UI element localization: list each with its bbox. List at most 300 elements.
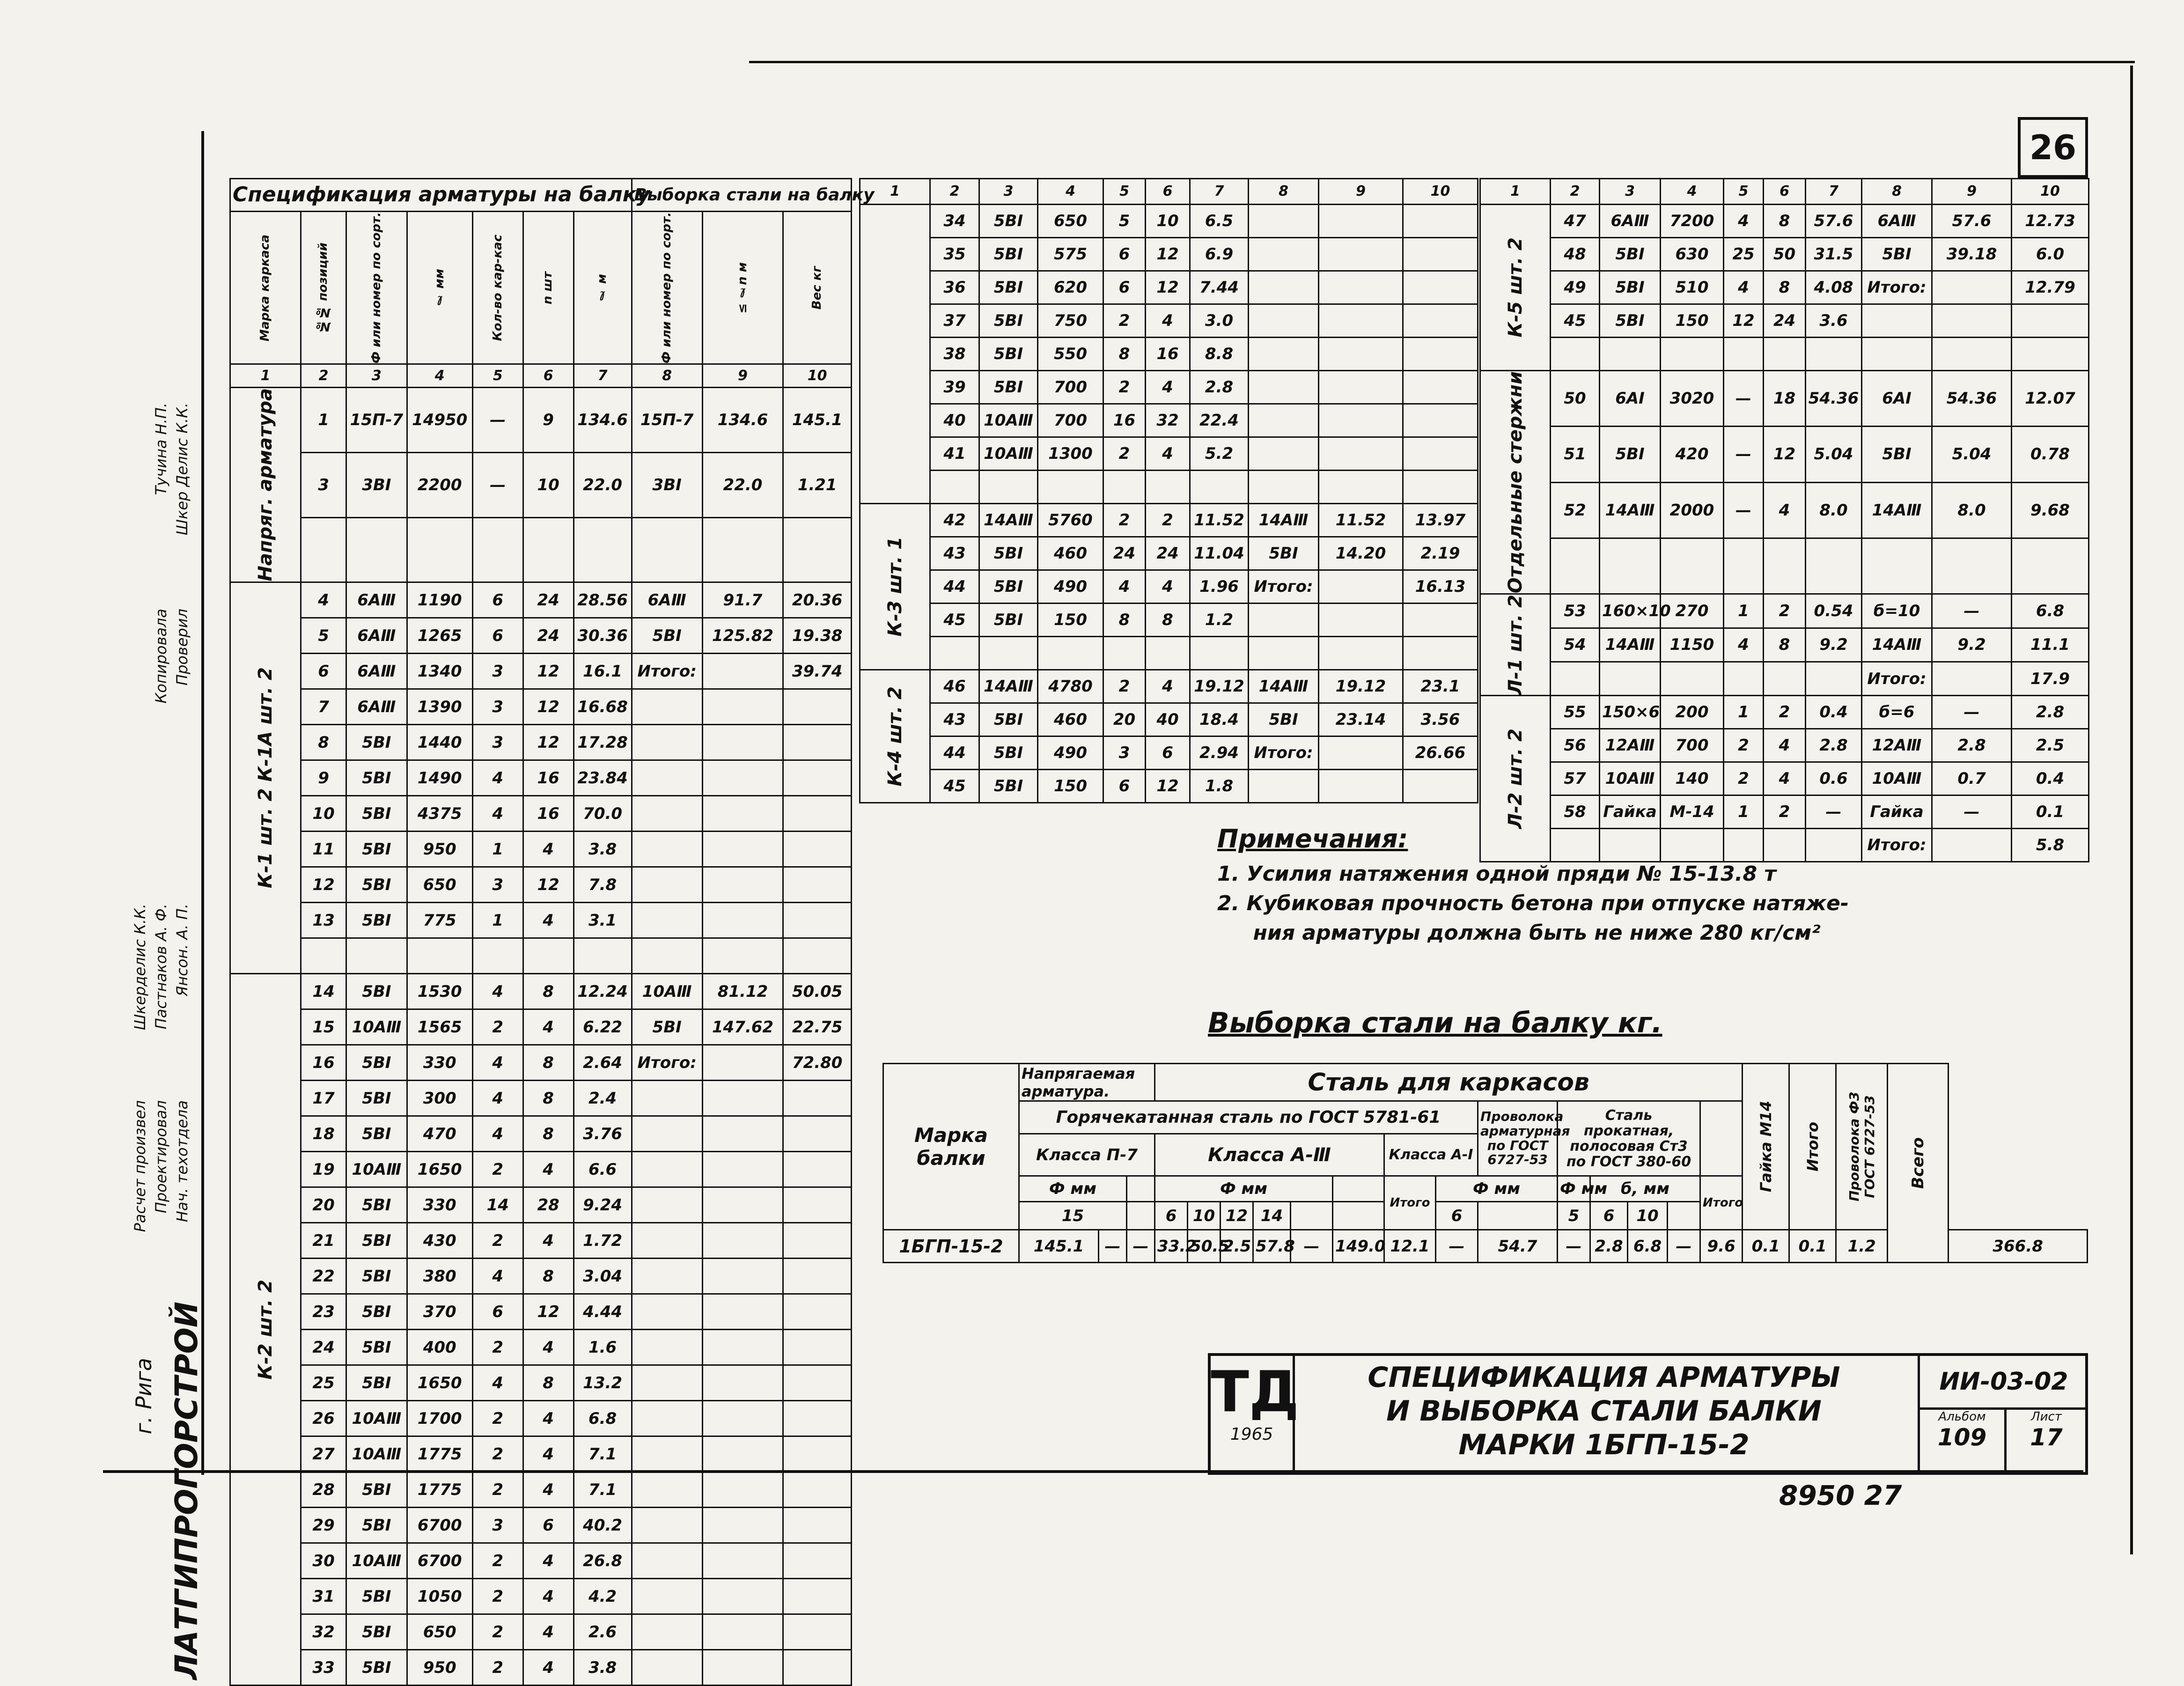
table-cell: 1340 (407, 654, 472, 689)
table-cell (702, 1650, 783, 1686)
table-cell: 5BI (346, 1116, 407, 1152)
table-cell (783, 1116, 852, 1152)
table-cell (1932, 271, 2012, 304)
group-cell (230, 388, 301, 582)
table-cell (1403, 604, 1478, 637)
sel-cell: 149.0 (1333, 1230, 1384, 1263)
table-cell: 630 (1661, 238, 1724, 271)
table-cell: 5760 (1038, 504, 1103, 537)
table-cell: 147.62 (702, 1009, 783, 1045)
table-row (860, 537, 1478, 570)
table-cell: 11.1 (2012, 628, 2089, 662)
table-cell: 5BI (346, 1330, 407, 1365)
table-cell: 24 (1103, 537, 1146, 570)
table-cell: 2 (472, 1543, 523, 1579)
table-cell (1862, 304, 1932, 338)
table-cell (632, 1187, 702, 1223)
table-cell: 70.0 (574, 796, 632, 832)
table-cell: 6AI (1600, 371, 1661, 427)
table-cell: 16.68 (574, 689, 632, 725)
table-row (1480, 729, 2089, 762)
table-cell: 5BI (979, 570, 1038, 604)
table-cell (783, 1508, 852, 1543)
table-cell: 1565 (407, 1009, 472, 1045)
table-cell (702, 1508, 783, 1543)
table-cell (632, 1116, 702, 1152)
table-cell: 4 (523, 1223, 574, 1259)
spec-header-7 (574, 212, 632, 364)
table-cell: — (1806, 795, 1862, 829)
table-cell: 5BI (1600, 427, 1661, 482)
table-cell: 6AⅢ (1600, 205, 1661, 238)
table-cell (632, 1223, 702, 1259)
sel-fmm-3: Ф мм (1436, 1176, 1558, 1202)
notes-title: Примечания: (1217, 824, 1408, 854)
table-cell: 54.36 (1806, 371, 1862, 427)
table-cell (783, 689, 852, 725)
table-cell: 39.74 (783, 654, 852, 689)
table-cell (632, 1543, 702, 1579)
table-row (230, 1187, 852, 1223)
table-cell: — (472, 453, 523, 518)
table-cell (702, 1116, 783, 1152)
table-row (230, 1081, 852, 1116)
table-cell: 380 (407, 1259, 472, 1294)
vyb-title: Выборка стали на балку (632, 179, 851, 212)
table-cell: 24 (1764, 304, 1806, 338)
table-cell: 18.4 (1190, 703, 1249, 736)
table-cell: 8 (523, 1045, 574, 1081)
right-col-num: 10 (2012, 179, 2089, 205)
table-cell (407, 517, 472, 582)
table-cell: 4 (1146, 371, 1190, 404)
table-cell: 34 (930, 205, 979, 238)
spec-header-10 (783, 212, 852, 364)
table-row (860, 404, 1478, 437)
group-label: К-3 шт. 1 (884, 537, 906, 637)
table-cell: 4 (472, 1081, 523, 1116)
table-cell: 6 (301, 654, 346, 689)
table-cell: 700 (1038, 404, 1103, 437)
table-row (860, 304, 1478, 338)
table-cell: 4 (1724, 205, 1764, 238)
table-cell: 57.6 (1806, 205, 1862, 238)
table-cell: 22.75 (783, 1009, 852, 1045)
table-cell (1249, 338, 1319, 371)
table-cell: 5BI (979, 271, 1038, 304)
table-cell: 2 (472, 1009, 523, 1045)
table-cell (783, 1650, 852, 1686)
table-cell: 50 (1551, 371, 1600, 427)
table-cell: 9.68 (2012, 482, 2089, 538)
table-cell (783, 1223, 852, 1259)
table-cell: 950 (407, 1650, 472, 1686)
org-city: г. Рига (131, 1358, 156, 1435)
table-cell (702, 903, 783, 938)
table-cell (702, 1223, 783, 1259)
top-border-line (749, 61, 2135, 63)
table-cell: б=10 (1862, 594, 1932, 628)
table-cell: 16 (1146, 338, 1190, 371)
table-cell: 10AⅢ (346, 1543, 407, 1579)
table-row (230, 1365, 852, 1401)
group-cell (860, 670, 930, 803)
sel-cell: — (1436, 1230, 1478, 1263)
table-cell: 3BI (346, 453, 407, 518)
table-cell (702, 1045, 783, 1081)
role-3: Расчет произвел (131, 1100, 149, 1232)
left-col-num: 7 (574, 364, 632, 388)
table-cell: 2 (1764, 795, 1806, 829)
table-cell: 6 (1103, 271, 1146, 304)
table-cell (783, 725, 852, 760)
table-cell (632, 1330, 702, 1365)
table-cell (702, 1187, 783, 1223)
role-2: Проектировал (152, 1100, 170, 1214)
table-row (1480, 662, 2089, 695)
sel-cell: — (1291, 1230, 1333, 1263)
table-cell: 12.24 (574, 974, 632, 1009)
table-cell: 6AⅢ (346, 582, 407, 618)
table-cell: 8 (523, 974, 574, 1009)
table-cell: 5BI (1600, 304, 1661, 338)
sel-h-gor: Горячекатанная сталь по ГОСТ 5781-61 (1019, 1101, 1478, 1134)
table-cell: 42 (930, 504, 979, 537)
name-3: Шкерделис К.К. (131, 904, 149, 1031)
table-cell: 3020 (1661, 371, 1724, 427)
table-cell: 775 (407, 903, 472, 938)
table-cell (930, 471, 979, 504)
table-cell: 1530 (407, 974, 472, 1009)
table-cell: 40 (1146, 703, 1190, 736)
table-cell (1403, 371, 1478, 404)
table-cell: 55 (1551, 696, 1600, 729)
spec-header-5 (472, 212, 523, 364)
table-cell: 650 (407, 867, 472, 903)
table-cell: 4 (523, 1614, 574, 1650)
table-row (860, 205, 1478, 238)
table-cell: 22.0 (702, 453, 783, 518)
table-cell: 8 (1764, 271, 1806, 304)
table-cell: Гайка (1862, 795, 1932, 829)
table-cell (783, 832, 852, 867)
table-cell: 4 (472, 796, 523, 832)
table-cell: 2.64 (574, 1045, 632, 1081)
sel-itogo-small-1: Итого (1384, 1176, 1436, 1230)
table-cell (574, 517, 632, 582)
table-cell: 10 (301, 796, 346, 832)
table-cell: 19.38 (783, 618, 852, 654)
table-row (860, 371, 1478, 404)
table-cell: 23.1 (1403, 670, 1478, 703)
group-label: Отдельные стержни (1504, 371, 1526, 594)
table-cell: 2 (1103, 437, 1146, 471)
table-cell (1249, 404, 1319, 437)
table-cell: 200 (1661, 696, 1724, 729)
table-cell: — (1932, 594, 2012, 628)
table-row (230, 1543, 852, 1579)
table-cell (702, 1294, 783, 1330)
table-cell: 490 (1038, 570, 1103, 604)
list: 17 (2030, 1424, 2063, 1451)
table-cell (1806, 662, 1862, 695)
table-cell: 22.0 (574, 453, 632, 518)
note-3: ния арматуры должна быть не ниже 280 кг/см² (1217, 921, 1821, 945)
table-cell: 39.18 (1932, 238, 2012, 271)
table-row (230, 1579, 852, 1614)
spec-header-9 (702, 212, 783, 364)
table-cell: 15П-7 (632, 388, 702, 453)
table-cell: 1.72 (574, 1223, 632, 1259)
table-row (1480, 304, 2089, 338)
table-cell: 10AⅢ (346, 1436, 407, 1472)
spec-table-left (229, 178, 875, 1686)
table-cell: 57.6 (1932, 205, 2012, 238)
table-cell: 1440 (407, 725, 472, 760)
logo: ТД (1211, 1360, 1299, 1425)
series: ИИ-03-02 (1920, 1356, 2088, 1410)
table-cell: 5BI (346, 1223, 407, 1259)
table-cell (783, 938, 852, 974)
table-row (230, 1045, 852, 1081)
table-cell (1190, 637, 1249, 670)
table-cell (1190, 471, 1249, 504)
table-cell (783, 1401, 852, 1436)
sel-cell: 9.6 (1700, 1230, 1743, 1263)
table-cell: 16 (1103, 404, 1146, 437)
table-cell (1249, 271, 1319, 304)
table-cell: 750 (1038, 304, 1103, 338)
sel-h-a1: Класса А-I (1384, 1134, 1478, 1176)
table-cell: 28 (301, 1472, 346, 1508)
table-cell: 5BI (979, 537, 1038, 570)
table-row (230, 974, 852, 1009)
table-cell: 550 (1038, 338, 1103, 371)
table-cell: 51 (1551, 427, 1600, 482)
table-cell: 12AⅢ (1600, 729, 1661, 762)
table-cell: 39 (930, 371, 979, 404)
table-cell: 54.36 (1932, 371, 2012, 427)
table-cell: 54 (1551, 628, 1600, 662)
table-cell: 17.9 (2012, 662, 2089, 695)
table-cell: 7 (301, 689, 346, 725)
table-cell: 11 (301, 832, 346, 867)
table-cell (632, 832, 702, 867)
table-cell: 8.8 (1190, 338, 1249, 371)
table-cell: 950 (407, 832, 472, 867)
table-cell: 150×6 (1600, 696, 1661, 729)
table-cell: 20 (1103, 703, 1146, 736)
table-cell: 5BI (346, 1365, 407, 1401)
table-cell: 1650 (407, 1365, 472, 1401)
table-cell: 58 (1551, 795, 1600, 829)
sel-cell: 12.1 (1384, 1230, 1436, 1263)
table-cell: 3 (472, 1508, 523, 1543)
spec-header-2 (301, 212, 346, 364)
table-cell: 1390 (407, 689, 472, 725)
table-cell: 400 (407, 1330, 472, 1365)
table-cell: 2 (1103, 304, 1146, 338)
table-cell: 18 (301, 1116, 346, 1152)
table-cell: 2.4 (574, 1081, 632, 1116)
mid-col-num: 4 (1038, 179, 1103, 205)
table-cell: 4 (1724, 628, 1764, 662)
table-cell: 30 (301, 1543, 346, 1579)
table-row (1480, 628, 2089, 662)
table-row (1480, 594, 2089, 628)
table-cell (1319, 271, 1403, 304)
table-cell: 2 (472, 1650, 523, 1686)
table-cell (1932, 829, 2012, 862)
table-cell: — (1724, 371, 1764, 427)
spec-header-4 (407, 212, 472, 364)
table-cell (783, 1259, 852, 1294)
table-cell (702, 832, 783, 867)
table-cell: 4 (1764, 482, 1806, 538)
table-cell (1103, 637, 1146, 670)
table-cell: 1 (472, 832, 523, 867)
table-row (860, 770, 1478, 803)
sel-cell: 6.8 (1628, 1230, 1668, 1263)
sel-h-itogo: Итого (1803, 1121, 1822, 1171)
table-row (230, 760, 852, 796)
table-cell: 23 (301, 1294, 346, 1330)
table-cell (1319, 770, 1403, 803)
table-cell: 510 (1661, 271, 1724, 304)
table-cell (1806, 338, 1862, 371)
table-cell: 0.4 (1806, 696, 1862, 729)
table-cell (1319, 238, 1403, 271)
table-cell: 4 (523, 1436, 574, 1472)
table-cell: 5BI (346, 796, 407, 832)
table-cell: 2.8 (1190, 371, 1249, 404)
table-cell: Итого: (1249, 736, 1319, 770)
table-cell (1932, 338, 2012, 371)
table-cell (1764, 338, 1806, 371)
table-cell (1319, 471, 1403, 504)
table-cell: 2 (472, 1614, 523, 1650)
table-cell: 11.04 (1190, 537, 1249, 570)
sel-cell: 145.1 (1019, 1230, 1099, 1263)
name-2: Пастнаков А. Ф. (152, 904, 170, 1030)
right-border-line (2130, 66, 2133, 1554)
table-row (1480, 427, 2089, 482)
table-cell: 5BI (1249, 537, 1319, 570)
table-cell (783, 796, 852, 832)
table-cell: 12 (1724, 304, 1764, 338)
table-cell: 4 (523, 1330, 574, 1365)
sel-cell: 366.8 (1949, 1230, 2088, 1263)
table-cell (1319, 205, 1403, 238)
table-cell: — (1724, 427, 1764, 482)
mid-col-num: 5 (1103, 179, 1146, 205)
table-cell: 5BI (632, 618, 702, 654)
table-cell (1764, 662, 1806, 695)
table-cell: 4 (472, 1365, 523, 1401)
title-block (1208, 1353, 2088, 1475)
table-cell (632, 796, 702, 832)
table-cell: 3.04 (574, 1259, 632, 1294)
table-cell: 700 (1038, 371, 1103, 404)
sel-cell: 54.7 (1478, 1230, 1558, 1263)
table-cell (1146, 471, 1190, 504)
table-cell: 31 (301, 1579, 346, 1614)
table-cell: 16 (301, 1045, 346, 1081)
table-cell (1319, 338, 1403, 371)
table-cell: 5BI (979, 304, 1038, 338)
right-col-num: 1 (1480, 179, 1551, 205)
left-col-num: 4 (407, 364, 472, 388)
table-cell: 10AⅢ (979, 437, 1038, 471)
note-1: 1. Усилия натяжения одной пряди № 15-13.8 т (1217, 862, 1776, 886)
table-cell: 5BI (979, 371, 1038, 404)
series-cell (1918, 1356, 2088, 1472)
sel-h-p7: Класса П-7 (1019, 1134, 1155, 1176)
table-cell: 9.2 (1932, 628, 2012, 662)
sel-cell: 33.2 (1155, 1230, 1188, 1263)
table-cell: 2 (472, 1472, 523, 1508)
table-row (230, 1508, 852, 1543)
table-cell: 5BI (979, 205, 1038, 238)
table-cell: 43 (930, 537, 979, 570)
table-cell: 7.1 (574, 1472, 632, 1508)
table-cell (702, 1259, 783, 1294)
table-cell: 17 (301, 1081, 346, 1116)
table-cell (1403, 637, 1478, 670)
table-cell: 3 (472, 867, 523, 903)
table-cell: 5BI (979, 604, 1038, 637)
table-cell (702, 796, 783, 832)
table-cell: 7200 (1661, 205, 1724, 238)
table-cell: 470 (407, 1116, 472, 1152)
selection-title: Выборка стали на балку кг. (1208, 1007, 1662, 1039)
table-row (230, 867, 852, 903)
table-cell: 22.4 (1190, 404, 1249, 437)
table-cell (702, 1543, 783, 1579)
table-row (860, 736, 1478, 770)
sel-h-polos: Сталь прокатная, полосовая Ст3 по ГОСТ 380-60 (1558, 1101, 1700, 1176)
table-cell (632, 760, 702, 796)
sel-fmm-4: Ф мм (1558, 1176, 1590, 1202)
table-cell: 1.96 (1190, 570, 1249, 604)
table-cell: 490 (1038, 736, 1103, 770)
table-cell (1600, 662, 1661, 695)
table-cell: 10 (1146, 205, 1190, 238)
table-row (230, 1614, 852, 1650)
table-cell: 56 (1551, 729, 1600, 762)
table-cell: 11.52 (1319, 504, 1403, 537)
spec-header-label: ℓ мм (432, 268, 447, 307)
table-cell (1403, 238, 1478, 271)
table-cell (1249, 437, 1319, 471)
mid-col-num: 10 (1403, 179, 1478, 205)
table-cell: 5BI (346, 1187, 407, 1223)
sel-d-14: 14 (1253, 1202, 1291, 1230)
table-cell (702, 938, 783, 974)
table-cell: 50.05 (783, 974, 852, 1009)
table-cell: 4375 (407, 796, 472, 832)
sel-cell: — (1558, 1230, 1590, 1263)
table-cell: 300 (407, 1081, 472, 1116)
table-cell: 5BI (346, 974, 407, 1009)
logo-cell (1211, 1356, 1299, 1472)
sel-d-p6: 6 (1590, 1202, 1628, 1230)
table-cell: 5BI (346, 903, 407, 938)
group-label: К-4 шт. 2 (884, 686, 906, 787)
table-cell: 12 (1146, 770, 1190, 803)
table-cell: 24 (523, 618, 574, 654)
table-cell: 6AⅢ (346, 618, 407, 654)
